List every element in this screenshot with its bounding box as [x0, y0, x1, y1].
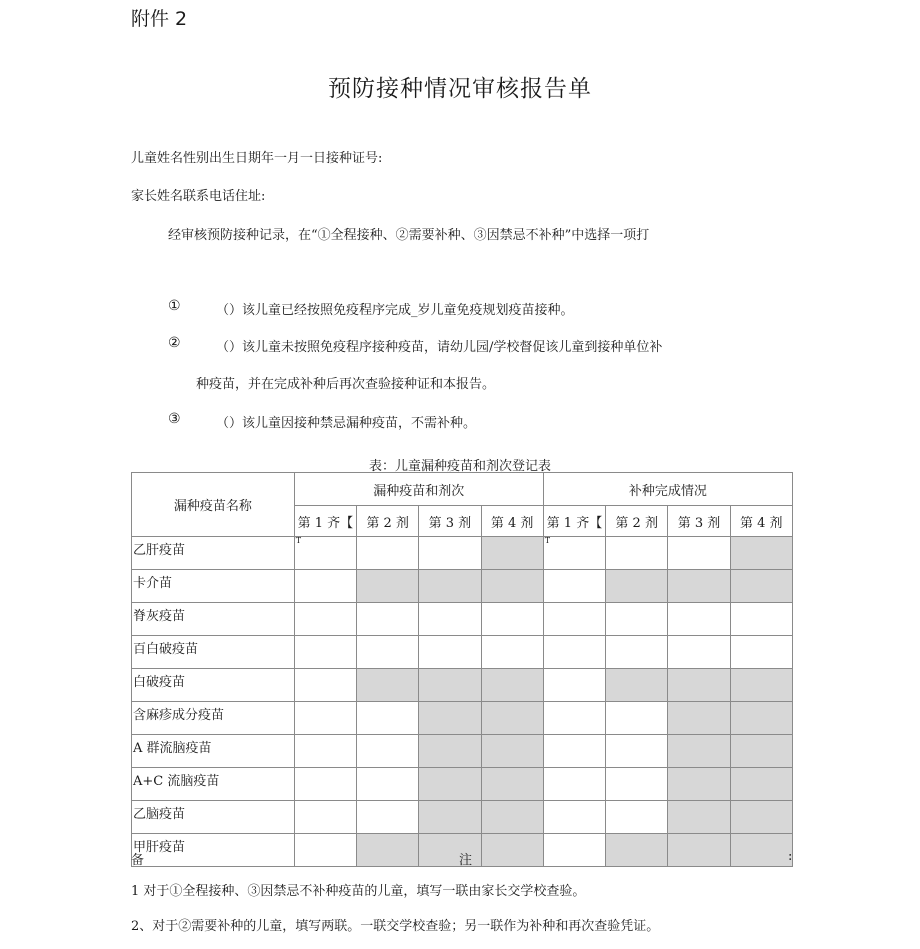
- table-row: [132, 570, 793, 603]
- catchup-dose-2-cell: [606, 636, 668, 669]
- remark-char-1: 备: [131, 853, 145, 868]
- missed-dose-2-cell: [356, 636, 418, 669]
- option-1-text: （）该儿童已经按照免疫程序完成_岁儿童免疫规划疫苗接种。: [216, 303, 574, 318]
- vaccine-name: 乙脑疫苗: [132, 801, 295, 834]
- catchup-dose-3-cell: [668, 669, 730, 702]
- missed-dose-3-cell: [419, 636, 481, 669]
- catchup-dose-1-cell: [543, 768, 605, 801]
- catchup-dose-3-cell: [668, 801, 730, 834]
- catch-up-group-header: 补种完成情况: [543, 473, 792, 506]
- remark-char-3: :: [788, 849, 793, 864]
- remark-char-2: 注: [459, 853, 473, 868]
- catchup-dose-3-cell: [668, 834, 730, 867]
- catchup-dose-3-cell: [668, 702, 730, 735]
- catchup-dose-2-cell: [606, 537, 668, 570]
- note-1: 1 对于①全程接种、③因禁忌不补种疫苗的儿童，填写一联由家长交学校查验。: [131, 884, 586, 899]
- vaccine-name: A 群流脑疫苗: [132, 735, 295, 768]
- catchup-dose-2-cell: [606, 669, 668, 702]
- missed-dose-3-cell: [419, 669, 481, 702]
- catchup-dose-4-cell: [730, 603, 792, 636]
- missed-dose-3-cell: [419, 570, 481, 603]
- missed-dose-4-cell: [481, 636, 543, 669]
- missed-dose-2-cell: [356, 669, 418, 702]
- missed-dose-2-cell: [356, 768, 418, 801]
- table-row: [132, 702, 793, 735]
- dose-label: 第 1 齐【: [297, 515, 354, 531]
- missed-dose-2-cell: [356, 603, 418, 636]
- catchup-dose-4-cell: [730, 801, 792, 834]
- vaccine-name: 脊灰疫苗: [132, 603, 295, 636]
- catchup-dose-4-cell: [730, 834, 792, 867]
- vaccine-name: 含麻疹成分疫苗: [132, 702, 295, 735]
- catchup-dose-4-cell: [730, 636, 792, 669]
- catchup-dose-3-cell: [668, 537, 730, 570]
- option-2-number: ②: [168, 335, 181, 351]
- vaccine-rows: [132, 537, 793, 867]
- missed-dose-1-cell: [294, 537, 356, 570]
- attachment-label: 附件 2: [131, 8, 188, 30]
- missed-dose-3-cell: [419, 537, 481, 570]
- missed-dose-4-cell: [481, 537, 543, 570]
- instruction-text: 经审核预防接种记录，在“①全程接种、②需要补种、③因禁忌不补种”中选择一项打: [168, 228, 650, 243]
- missed-dose-1-cell: [294, 603, 356, 636]
- dose-mark: T: [295, 536, 302, 545]
- missed-dose-4-cell: [481, 603, 543, 636]
- missed-dose-1-cell: [294, 834, 356, 867]
- vaccine-name: 百白破疫苗: [132, 636, 295, 669]
- parent-info-line: 家长姓名联系电话住址:: [131, 189, 266, 204]
- table-row: [132, 735, 793, 768]
- catchup-dose-2-cell: [606, 702, 668, 735]
- missed-dose-4-cell: [481, 669, 543, 702]
- option-2-continuation: 种疫苗，并在完成补种后再次查验接种证和本报告。: [196, 377, 496, 392]
- missed-dose-1-header: [294, 506, 356, 545]
- table-row: [132, 801, 793, 834]
- missed-dose-3-cell: [419, 735, 481, 768]
- catchup-dose-3-cell: [668, 636, 730, 669]
- catchup-dose-4-cell: [730, 669, 792, 702]
- table-caption: 表：儿童漏种疫苗和剂次登记表: [368, 459, 551, 474]
- missed-dose-1-cell: [294, 702, 356, 735]
- catchup-dose-2-cell: [606, 603, 668, 636]
- catchup-dose-1-cell: [543, 669, 605, 702]
- table-row: [132, 669, 793, 702]
- dose-mark: T: [544, 536, 551, 545]
- vaccine-name: 乙肝疫苗: [132, 537, 295, 570]
- missed-dose-1-cell: [294, 636, 356, 669]
- missed-dose-1-cell: [294, 669, 356, 702]
- catchup-dose-2-cell: [606, 735, 668, 768]
- catchup-dose-2-header: 第 2 剂: [606, 506, 668, 537]
- catchup-dose-1-cell: [543, 702, 605, 735]
- catchup-dose-3-header: 第 3 剂: [668, 506, 730, 537]
- missed-dose-2-cell: [356, 537, 418, 570]
- catchup-dose-1-cell: [543, 735, 605, 768]
- catchup-dose-4-cell: [730, 570, 792, 603]
- catchup-dose-3-cell: [668, 603, 730, 636]
- option-3-number: ③: [168, 411, 181, 427]
- option-3-text: （）该儿童因接种禁忌漏种疫苗，不需补种。: [216, 416, 477, 431]
- missed-dose-2-header: 第 2 剂: [356, 506, 418, 537]
- missed-dose-3-cell: [419, 768, 481, 801]
- vaccine-name: 白破疫苗: [132, 669, 295, 702]
- vaccine-name: 卡介苗: [132, 570, 295, 603]
- page-title: 预防接种情况审核报告单: [328, 76, 592, 102]
- missed-dose-4-cell: [481, 702, 543, 735]
- catchup-dose-4-cell: [730, 735, 792, 768]
- child-info-line: 儿童姓名性别出生日期年一月一日接种证号:: [131, 151, 383, 166]
- catchup-dose-3-cell: [668, 735, 730, 768]
- missed-dose-4-cell: [481, 570, 543, 603]
- missed-dose-3-header: 第 3 剂: [419, 506, 481, 537]
- missed-dose-4-cell: [481, 768, 543, 801]
- catchup-dose-2-cell: [606, 801, 668, 834]
- catchup-dose-3-cell: [668, 768, 730, 801]
- missed-dose-1-cell: [294, 570, 356, 603]
- table-row: [132, 636, 793, 669]
- missed-dose-2-cell: [356, 801, 418, 834]
- catchup-dose-1-cell: [543, 570, 605, 603]
- table-row: [132, 768, 793, 801]
- catchup-dose-2-cell: [606, 834, 668, 867]
- catchup-dose-4-header: 第 4 剂: [730, 506, 792, 537]
- catchup-dose-3-cell: [668, 570, 730, 603]
- dose-label: 第 1 齐【: [546, 515, 603, 531]
- missed-dose-2-cell: [356, 834, 418, 867]
- note-2: 2、对于②需要补种的儿童，填写两联。一联交学校查验；另一联作为补种和再次查验凭证。: [131, 919, 660, 934]
- missed-dose-2-cell: [356, 570, 418, 603]
- table-row: [132, 537, 793, 570]
- missed-dose-3-cell: [419, 603, 481, 636]
- catchup-dose-1-cell: [543, 834, 605, 867]
- vaccine-name: A+C 流脑疫苗: [132, 768, 295, 801]
- missed-dose-1-cell: [294, 801, 356, 834]
- catchup-dose-4-cell: [730, 702, 792, 735]
- catchup-dose-1-cell: [543, 603, 605, 636]
- missed-dose-4-header: 第 4 剂: [481, 506, 543, 537]
- catchup-dose-1-cell: [543, 537, 605, 570]
- missed-dose-1-cell: [294, 735, 356, 768]
- missed-dose-4-cell: [481, 834, 543, 867]
- missed-dose-4-cell: [481, 801, 543, 834]
- missed-dose-3-cell: [419, 801, 481, 834]
- vaccine-registration-table: [131, 472, 793, 867]
- option-1-number: ①: [168, 298, 181, 314]
- missed-dose-1-cell: [294, 768, 356, 801]
- catchup-dose-1-cell: [543, 801, 605, 834]
- catchup-dose-2-cell: [606, 570, 668, 603]
- missed-dose-3-cell: [419, 702, 481, 735]
- missed-dose-2-cell: [356, 702, 418, 735]
- missed-doses-group-header: 漏种疫苗和剂次: [294, 473, 543, 506]
- catchup-dose-2-cell: [606, 768, 668, 801]
- missed-dose-4-cell: [481, 735, 543, 768]
- catchup-dose-1-header: [543, 506, 605, 545]
- table-row: [132, 603, 793, 636]
- catchup-dose-4-cell: [730, 537, 792, 570]
- vaccine-name-header: 漏种疫苗名称: [132, 473, 295, 537]
- catchup-dose-1-cell: [543, 636, 605, 669]
- missed-dose-2-cell: [356, 735, 418, 768]
- catchup-dose-4-cell: [730, 768, 792, 801]
- vaccine-name: 甲肝疫苗: [132, 834, 295, 867]
- option-2-text: （）该儿童未按照免疫程序接种疫苗，请幼儿园/学校督促该儿童到接种单位补: [216, 340, 663, 355]
